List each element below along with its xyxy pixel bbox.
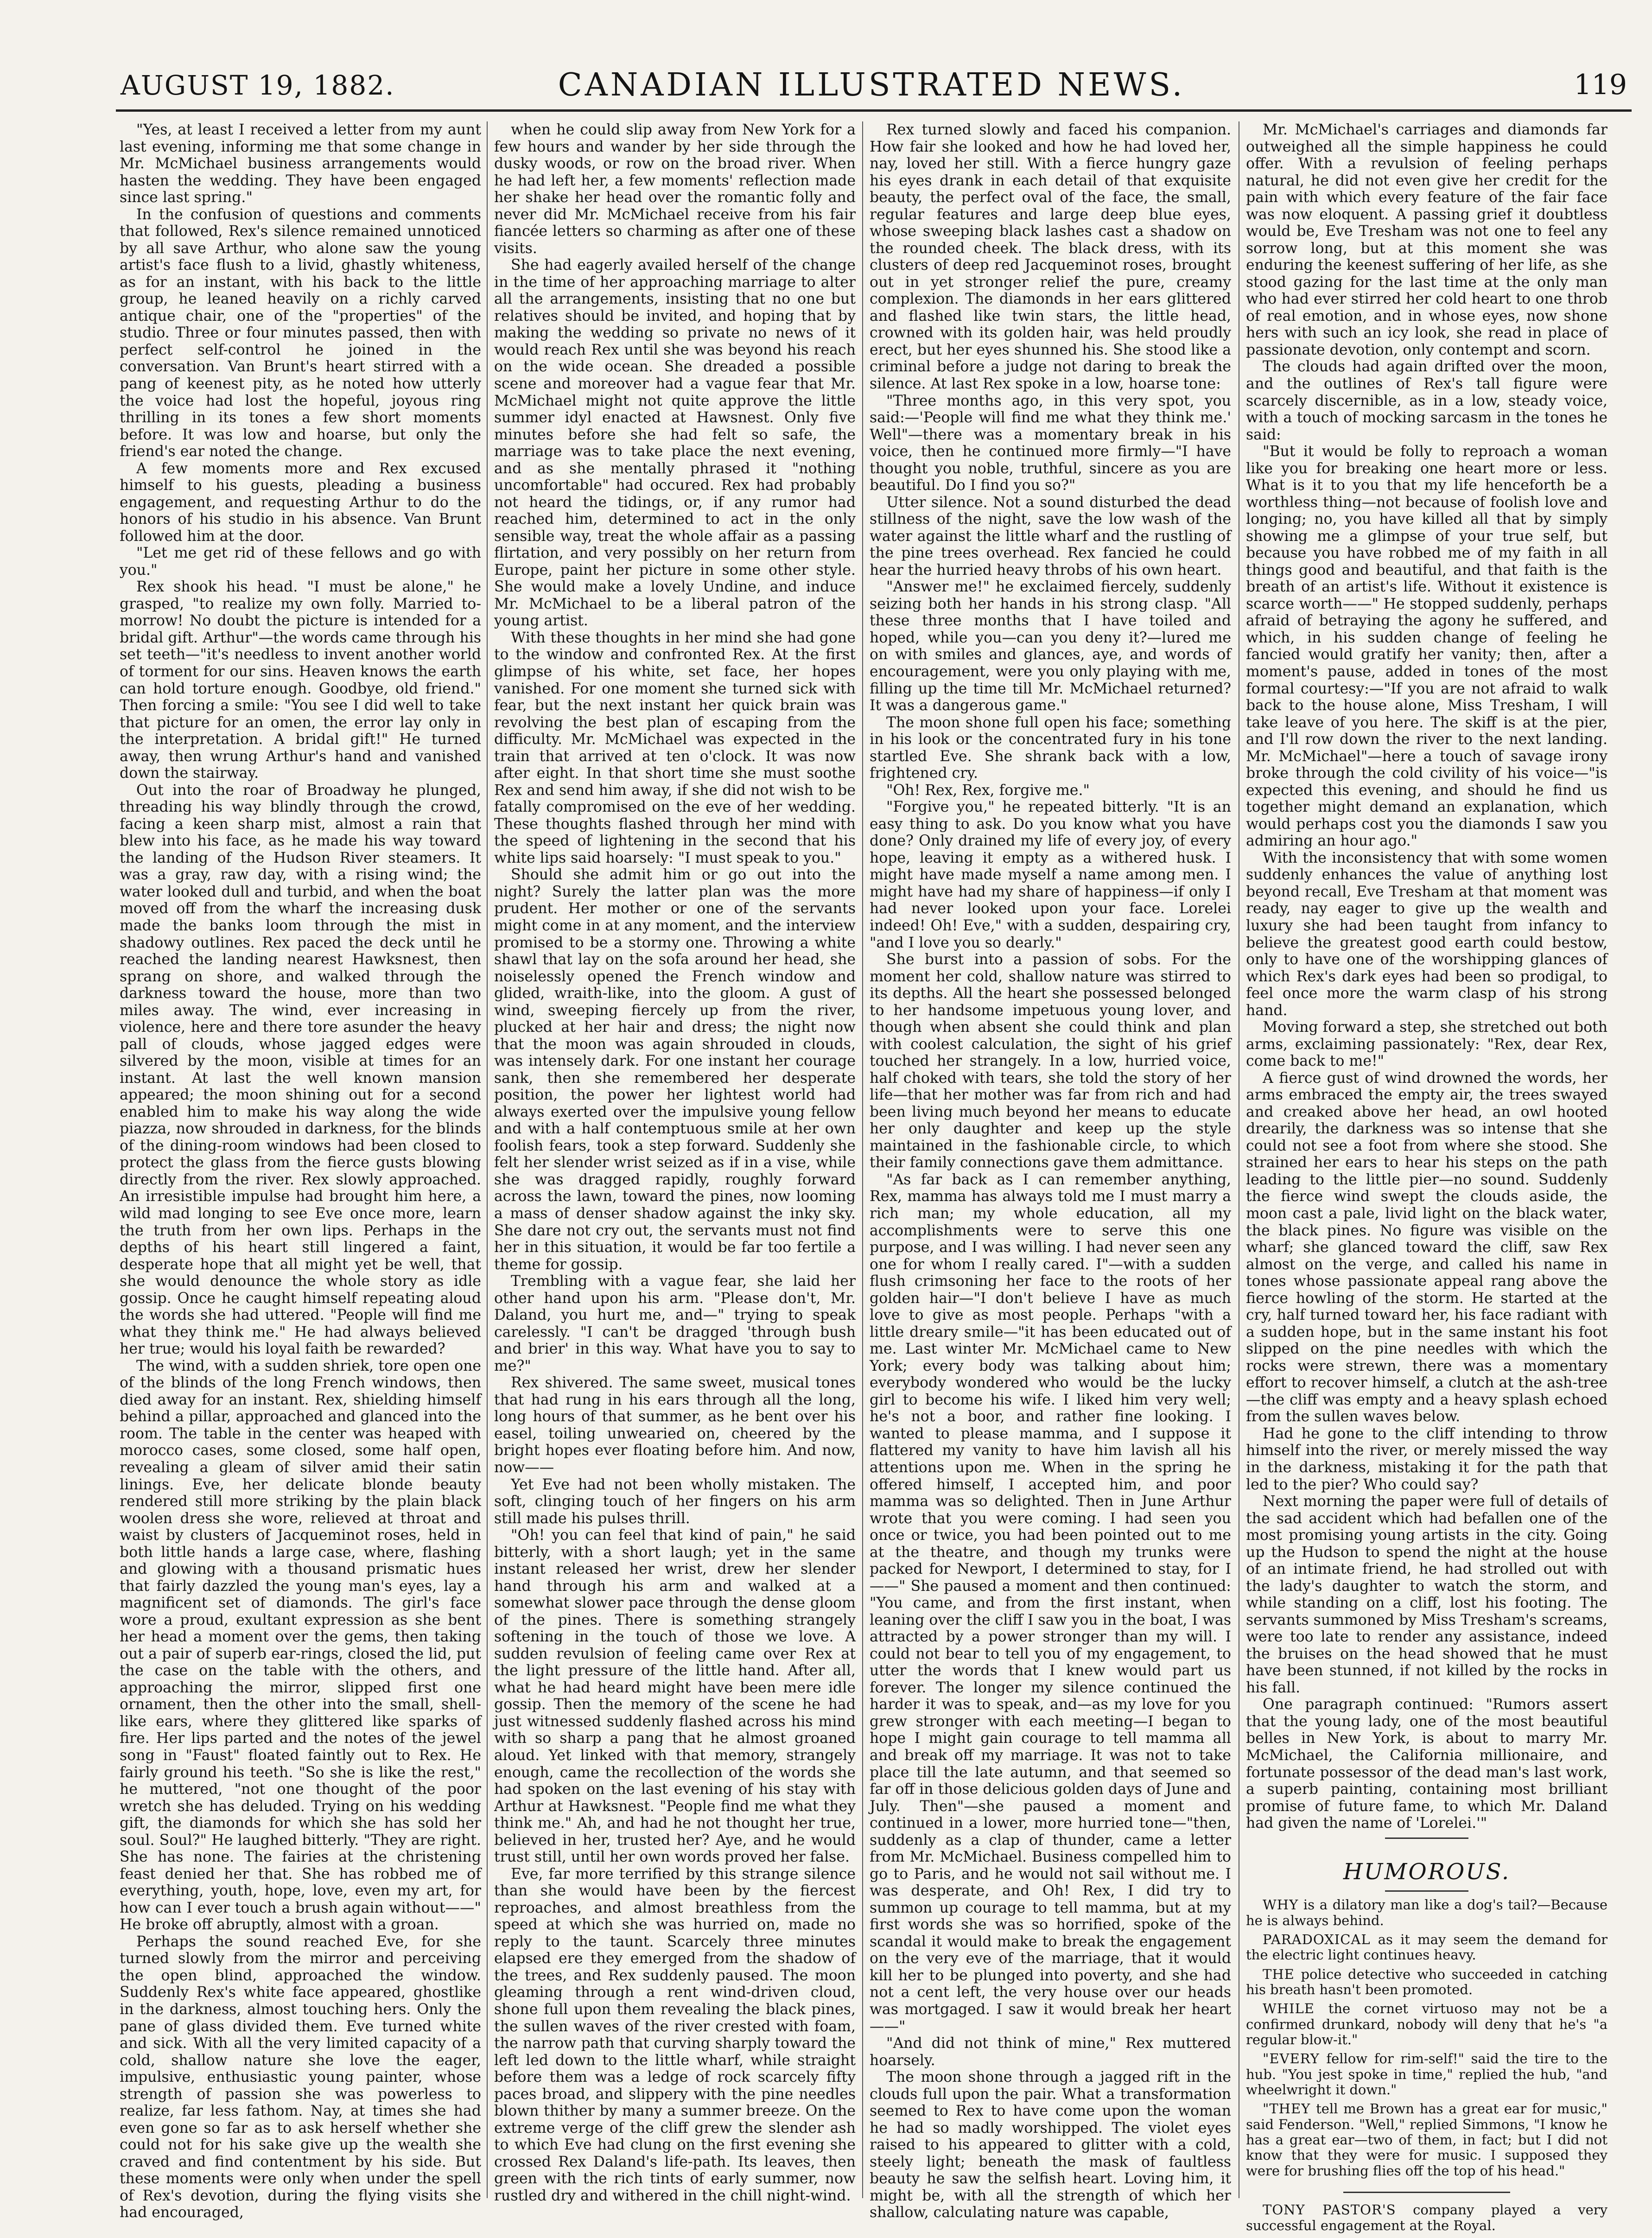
joke-text: the cornet virtuoso may not be a confirmed drunkard, nobody will deny that he's "a regular blow-it." bbox=[1246, 2001, 1608, 2048]
article-paragraph: Moving forward a step, she stretched out both arms, exclaiming passionately: "Rex, dear Rex, come back to me!" bbox=[1246, 1019, 1608, 1070]
page-number: 119 bbox=[1574, 69, 1627, 101]
humorous-heading: HUMOROUS. bbox=[1343, 1858, 1511, 1885]
column-4-story bbox=[1246, 121, 1608, 1832]
article-paragraph: "Let me get rid of these fellows and go with you." bbox=[120, 545, 481, 579]
joke-lead: PARADOXICAL bbox=[1263, 1932, 1371, 1948]
article-paragraph: "Forgive you," he repeated bitterly. "It is an easy thing to ask. Do you know what you have done? Only drained my life of every joy, of every hope, leaving it empty as a withered husk. I might have made myself a name among men. I might have had my share of happiness—if only I had never looked upon your face. Lorelei indeed! Oh! Eve," with a sudden, despairing cry, "and I love you so dearly." bbox=[870, 799, 1231, 951]
joke-item bbox=[1246, 2001, 1608, 2047]
article-paragraph: Rex shivered. The same sweet, musical tones that had rung in his ears through all the long, long hours of that summer, as he bent over his easel, toiling unwearied on, cheered by the bright hopes ever floating before him. And now, now—— bbox=[494, 1374, 856, 1476]
article-paragraph: Rex shook his head. "I must be alone," he grasped, "to realize my own folly. Married to-morrow! No doubt the picture is intended for a bridal gift. Arthur"—the words came through his set teeth—"it's needless to invent another world of torment for our sins. Heaven knows the earth can hold torture enough. Goodbye, old friend." Then forcing a smile: "You see I did well to take that picture for an omen, the error lay only in the interpretation. A bridal gift!" He turned away, then wrung Arthur's hand and vanished down the stairway. bbox=[120, 579, 481, 782]
article-paragraph: With these thoughts in her mind she had gone to the window and confronted Rex. At the first glimpse of his white, set face, her hopes vanished. For one moment she turned sick with fear, but the next instant her quick brain was revolving the best plan of escaping from the difficulty. Mr. McMichael was expected in the train that arrived at ten o'clock. It was now after eight. In that short time she must soothe Rex and send him away, if she did not wish to be fatally compromised on the eve of her wedding. These thoughts flashed through her mind with the speed of lightening in the second that his white lips said hoarsely: "I must speak to you." bbox=[494, 629, 856, 866]
article-paragraph: A fierce gust of wind drowned the words, her arms embraced the empty air, the trees swayed and creaked above her head, an owl hooted drearily, the darkness was so intense that she could not see a foot from where she stood. She strained her ears to hear his steps on the path leading to the little pier—no sound. Suddenly the fierce wind swept the clouds aside, the moon cast a pale, livid light on the black water, the black pines. No figure was visible on the wharf; she glanced toward the cliff, saw Rex almost on the verge, and called his name in tones whose passionate appeal rang above the fierce howling of the storm. He started at the cry, half turned toward her, his face radiant with a sudden hope, but in the same instant his foot slipped on the pine needles with which the rocks were strewn, there was a momentary effort to recover himself, a clutch at the ash-tree—the cliff was empty and a heavy splash echoed from the sullen waves below. bbox=[1246, 1069, 1608, 1425]
article-paragraph: Perhaps the sound reached Eve, for she turned slowly from the mirror and perceiving the open blind, approached the window. Suddenly Rex's white face appeared, ghostlike in the darkness, almost touching hers. Only the pane of glass divided them. Eve turned white and sick. With all the very limited capacity of a cold, shallow nature she love the eager, impulsive, enthusiastic young painter, whose strength of passion she was powerless to realize, far less fathom. Nay, at times she had even gone so far as to ask herself whether she could not for his sake give up the wealth she craved and find contentment by his side. But these moments were only when under the spell of Rex's devotion, during the flying visits she had encouraged, bbox=[120, 1933, 481, 2221]
joke-lead: WHY bbox=[1263, 1897, 1299, 1913]
joke-text: fellow for rim-self!" said the tire to the hub. "You jest spoke in time," replied the hub, "and wheelwright it down." bbox=[1246, 2051, 1608, 2098]
article-paragraph: "Three months ago, in this very spot, you said:—'People will find me what they think me.' Well"—there was a momentary break in his voice, then he continued more firmly—"I have thought you noble, truthful, sincere as you are beautiful. Do I find you so?" bbox=[870, 392, 1231, 494]
column-divider bbox=[862, 121, 863, 2198]
article-paragraph: She burst into a passion of sobs. For the moment her cold, shallow nature was stirred to its depths. All the heart she possessed belonged to her handsome impetuous young lover, and though when absent she could think and plan with coolest calculation, the sight of his grief touched her strangely. In a low, hurried voice, half choked with tears, she told the story of her life—that her mother was far from rich and had been living much beyond her means to educate her only daughter and keep up the style maintained in the fashionable circle, to which their family connections gave them admittance. bbox=[870, 951, 1231, 1171]
article-paragraph: "And did not think of mine," Rex muttered hoarsely. bbox=[870, 2035, 1231, 2069]
article-paragraph: Out into the roar of Broadway he plunged, threading his way blindly through the crowd, facing a keen sharp mist, almost a rain that blew into his face, as he made his way toward the landing of the Hudson River steamers. It was a gray, raw day, with a rising wind; the water looked dull and turbid, and when the boat moved off from the wharf the increasing dusk made the banks loom through the mist in shadowy outlines. Rex paced the deck until he reached the landing nearest Hawksnest, then sprang on shore, and walked through the darkness toward the house, more than two miles away. The wind, ever increasing in violence, here and there tore asunder the heavy pall of clouds, whose jagged edges were silvered by the moon, visible at times for an instant. At last the well known mansion appeared; the moon shining out for a second enabled him to make his way along the wide piazza, now shrouded in darkness, for the blinds of the dining-room windows had been closed to protect the glass from the fierce gusts blowing directly from the river. Rex slowly approached. An irresistible impulse had brought him here, a wild mad longing to see Eve once more, learn the truth from her own lips. Perhaps in the depths of his heart still lingered a faint, desperate hope that all might yet be well, that she would denounce the whole story as idle gossip. Once he caught himself repeating aloud the words she had uttered. "People will find me what they think me." He had always believed her true; would his loyal faith be rewarded? bbox=[120, 782, 481, 1358]
joke-text: police detective who succeeded in catching his breath hasn't been promoted. bbox=[1246, 1966, 1608, 1998]
article-paragraph: "Oh! Rex, Rex, forgive me." bbox=[886, 782, 1090, 799]
column-1 bbox=[120, 121, 481, 2221]
joke-lead: WHILE bbox=[1263, 2001, 1315, 2017]
article-paragraph: The clouds had again drifted over the moon, and the outlines of Rex's tall figure were scarcely discernible, as in a low, steady voice, with a touch of mocking sarcasm in the tones he said: bbox=[1246, 358, 1608, 443]
joke-lead: THE bbox=[1263, 1966, 1295, 1982]
issue-date: AUGUST 19, 1882. bbox=[121, 70, 395, 101]
joke-text: as it may seem the demand for the electric light continues heavy. bbox=[1246, 1932, 1608, 1963]
joke-text: tell me Brown has a great ear for music," said Fenderson. "Well," replied Simmons, "I know he has a great ear—two of them, in fact; but I did not know that they were for music. I supposed they were for brushing flies off the top of his head." bbox=[1246, 2101, 1608, 2179]
article-paragraph: Trembling with a vague fear, she laid her other hand upon his arm. "Please don't, Mr. Daland, you hurt me, and—" trying to speak carelessly. "I can't be dragged 'through bush and brier' in this way. What have you to say to me?" bbox=[494, 1273, 856, 1374]
jokes-list bbox=[1246, 1897, 1608, 2179]
joke-item bbox=[1246, 1932, 1608, 1963]
page-header bbox=[116, 65, 1627, 107]
article-paragraph: One paragraph continued: "Rumors assert that the young lady, one of the most beautiful belles in New York, is about to marry Mr. McMichael, the California millionaire, and fortunate possessor of the dead man's last work, a superb painting, containing most brilliant promise of future fame, to which Mr. Daland had given the name of 'Lorelei.'" bbox=[1246, 1696, 1608, 1832]
article-paragraph: A few moments more and Rex excused himself to his guests, pleading a business engagement, and requesting Arthur to do the honors of his studio in his absence. Van Brunt followed him at the door. bbox=[120, 460, 481, 545]
article-paragraph: Yet Eve had not been wholly mistaken. The soft, clinging touch of her fingers on his arm still made his pulses thrill. bbox=[494, 1476, 856, 1527]
article-paragraph: The moon shone full open his face; something in his look or the concentrated fury in his tone startled Eve. She shrank back with a low, frightened cry. bbox=[870, 714, 1231, 782]
section-rule bbox=[1385, 1837, 1468, 1839]
joke-item bbox=[1246, 1897, 1608, 1928]
article-paragraph: Should she admit him or go out into the night? Surely the latter plan was the more prudent. Her mother or one of the servants might come in at any moment, and the interview promised to be a stormy one. Throwing a white shawl that lay on the sofa around her head, she noiselessly opened the French window and glided, wraith-like, into the gloom. A gust of wind, sweeping fiercely up from the river, plucked at her hair and dress; the night now that the moon was again shrouded in clouds, was intensely dark. For one instant her courage sank, then she remembered her desperate position, the power her lightest world had always exerted over the impulsive young fellow and with a half contemptuous smile at her own foolish fears, took a step forward. Suddenly she felt her slender wrist seized as if in a vise, while she was dragged rapidly, roughly forward across the lawn, toward the pines, now looming a mass of denser shadow against the inky sky. She dare not cry out, the servants must not find her in this situation, it would be far too fertile a theme for gossip. bbox=[494, 866, 856, 1273]
closing-note-lead: TONY PASTOR'S bbox=[1263, 2202, 1396, 2218]
column-divider bbox=[487, 121, 488, 2198]
article-paragraph: Had he gone to the cliff intending to throw himself into the river, or merely missed the way in the darkness, mistaking it for the path that led to the pier? Who could say? bbox=[1246, 1425, 1608, 1493]
joke-item bbox=[1246, 2051, 1608, 2098]
article-paragraph: "As far back as I can remember anything, Rex, mamma has always told me I must marry a rich man; my whole education, all my accomplishments were to serve this one purpose, and I was willing. I had never seen any one for whom I really cared. I"—with a sudden flush crimsoning her face to the roots of her golden hair—"I don't believe I have as much love to give as most people. Perhaps "with a little dreary smile—"it has been educated out of me. Last winter Mr. McMichael came to New York; every body was talking about him; everybody wondered who would be the lucky girl to become his wife. I liked him very well; he's not a boor, and rather fine looking. I wanted to please mamma, and I suppose it flattered my vanity to have him lavish all his attentions upon me. When in the spring he offered himself, I accepted him, and poor mamma was so delighted. Then in June Arthur wrote that you were coming. I had seen you once or twice, you had been pointed out to me at the theatre, and though my trunks were packed for Newport, I determined to stay, for I——" She paused a moment and then continued: "You came, and from the first instant, when leaning over the cliff I saw you in the boat, I was attracted by a power stronger than my will. I could not bear to tell you of my engagement, to utter the words that I knew would part us forever. The longer my silence continued the harder it was to speak, and—as my love for you grew stronger with each meeting—I began to hope I might gain courage to tell mamma all and break off my marriage. It was not to take place till the late autumn, and that seemed so far off in those delicious golden days of June and July. Then"—she paused a moment and continued in a lower, more hurried tone—"then, suddenly as a clap of thunder, came a letter from Mr. McMichael. Business compelled him to go to Paris, and he would not sail without me. I was desperate, and Oh! Rex, I did try to summon up courage to tell mamma, but at my first words she was so horrified, spoke of the scandal it would make to break the engagement on the very eve of the marriage, that it would kill her to be plunged into poverty, and she had not a cent left, the very house over our heads was mortgaged. I saw it would break her heart——" bbox=[870, 1171, 1231, 2035]
article-paragraph: when he could slip away from New York for a few hours and wander by her side through the dusky woods, or row on the broad river. When he had left her, a few moments' reflection made her shake her head over the romantic folly and never did Mr. McMichael receive from his fair fiancée letters so charming as after one of these visits. bbox=[494, 121, 856, 257]
closing-note-text: company played a very successful engagement at the Royal. bbox=[1246, 2202, 1608, 2233]
joke-text: is a dilatory man like a dog's tail?—Because he is always behind. bbox=[1246, 1897, 1608, 1928]
column-2 bbox=[494, 121, 856, 2217]
article-paragraph: In the confusion of questions and comments that followed, Rex's silence remained unnoticed by all save Arthur, who alone saw the young artist's face flush to a livid, ghastly whiteness, as for an instant, with his back to the little group, he leaned heavily on a richly carved antique chair, one of the "properties" of the studio. Three or four minutes passed, then with perfect self-control he joined in the conversation. Van Brunt's heart stirred with a pang of keenest pity, as he noted how utterly the voice had lost the hopeful, joyous ring thrilling in its tones a few short moments before. It was low and hoarse, but only the friend's ear noted the change. bbox=[120, 206, 481, 460]
section-rule bbox=[1343, 2192, 1510, 2193]
closing-note bbox=[1246, 2202, 1608, 2233]
article-paragraph: Mr. McMichael's carriages and diamonds far outweighed all the simple happiness he could offer. With a revulsion of feeling perhaps natural, he did not even give her credit for the pain with which every feature of the fair face was now eloquent. A passing grief it doubtless would be, Eve Tresham was not one to feel any sorrow long, but at this moment she was enduring the keenest suffering of her life, as she stood gazing for the last time at the only man who had ever stirred her cold heart to one throb of real emotion, and in whose eyes, now shone hers with such an icy look, she read in place of passionate devotion, only contempt and scorn. bbox=[1246, 121, 1608, 358]
header-rule bbox=[116, 109, 1632, 112]
section-rule bbox=[1385, 1890, 1468, 1892]
joke-item bbox=[1246, 1967, 1608, 1998]
article-paragraph: Rex turned slowly and faced his companion. How fair she looked and how he had loved her, nay, loved her still. With a fierce hungry gaze his eyes drank in each detail of that exquisite beauty, the perfect oval of the face, the small, regular features and large deep blue eyes, whose sweeping black lashes cast a shadow on the rounded cheek. The black dress, with its clusters of deep red Jacqueminot roses, brought out in yet stronger relief the pure, creamy complexion. The diamonds in her ears glittered and flashed like twin stars, the little head, crowned with its golden hair, was held proudly erect, but her eyes shunned his. She stood like a criminal before a judge not daring to break the silence. At last Rex spoke in a low, hoarse tone: bbox=[870, 121, 1231, 392]
article-paragraph: The moon shone through a jagged rift in the clouds full upon the pair. What a transformation seemed to Rex to have come upon the woman he had so madly worshipped. The violet eyes raised to his appeared to glitter with a cold, steely light; beneath the mask of faultless beauty he saw the selfish heart. Loving him, it might be, with all the strength of which her shallow, calculating nature was capable, bbox=[870, 2069, 1231, 2221]
joke-item bbox=[1246, 2101, 1608, 2179]
article-paragraph: "Answer me!" he exclaimed fiercely, suddenly seizing both her hands in his strong clasp. "All these three months that I have toiled and hoped, while you—can you deny it?—lured me on with smiles and glances, aye, and words of encouragement, were you only playing with me, filling up the time till Mr. McMichael returned? It was a dangerous game." bbox=[870, 579, 1231, 714]
article-paragraph: Next morning the paper were full of details of the sad accident which had befallen one of the most promising young artists in the city. Going up the Hudson to spend the night at the house of an intimate friend, he had strolled out with the lady's daughter to watch the storm, and while standing on a cliff, lost his footing. The servants summoned by Miss Tresham's screams, were too late to render any assistance, indeed the bruises on the head showed that he must have been stunned, if not killed by the rocks in his fall. bbox=[1246, 1493, 1608, 1696]
masthead-title: CANADIAN ILLUSTRATED NEWS. bbox=[558, 67, 1185, 103]
article-paragraph: "Oh! you can feel that kind of pain," he said bitterly, with a short laugh; yet in the same instant released her wrist, drew her slender hand through his arm and walked at a somewhat slower pace through the dense gloom of the pines. There is something strangely softening in the touch of those we love. A sudden revulsion of feeling came over Rex at the light pressure of the little hand. After all, what he had heard might have been mere idle gossip. Then the memory of the scene he had just witnessed suddenly flashed across his mind with so sharp a pang that he almost groaned aloud. Yet linked with that memory, strangely enough, came the recollection of the words she had spoken on the last evening of his stay with Arthur at Hawksnest. "People find me what they think me." Ah, and had he not thought her true, believed in her, trusted her? Aye, and he would trust still, until her own words proved her false. bbox=[494, 1527, 856, 1866]
article-paragraph: She had eagerly availed herself of the change in the time of her approaching marriage to alter all the arrangements, insisting that no one but relatives should be invited, and hoping that by making the wedding so private no news of it would reach Rex until she was beyond his reach on the wide ocean. She dreaded a possible scene and moreover had a vague fear that Mr. McMichael might not quite approve the little summer idyl enacted at Hawsnest. Only five minutes before she had felt so safe, the marriage was to take place the next evening, and as she mentally phrased it "nothing uncomfortable" had occured. Rex had probably not heard the tidings, or, if any rumor had reached him, determined to act in the only sensible way, treat the whole affair as a passing flirtation, and very possibly on her return from Europe, paint her picture in some other style. She would make a lovely Undine, and induce Mr. McMichael to be a liberal patron of the young artist. bbox=[494, 257, 856, 629]
article-paragraph: "But it would be folly to reproach a woman like you for breaking one heart more or less. What is it to you that my life henceforth be a worthless thing—not because of foolish love and longing; no, you have killed all that by simply showing me a glimpse of your true self, but because you have robbed me of my faith in all things good and beautiful, and that faith is the breath of an artist's life. Without it existence is scarce worth——" He stopped suddenly, perhaps afraid of betraying the agony he suffered, and which, in his sudden change of feeling he fancied would gratify her vanity; then, after a moment's pause, added in tones of the most formal courtesy:—"If you are not afraid to walk back to the house alone, Miss Tresham, I will take leave of you here. The skiff is at the pier, and I'll row down the river to the next landing. Mr. McMichael"—here a touch of savage irony broke through the cold civility of his voice—"is expected this evening, and should he find us together might demand an explanation, which would perhaps cost you the diamonds I saw you admiring an hour ago." bbox=[1246, 443, 1608, 850]
joke-lead: "EVERY bbox=[1263, 2051, 1320, 2067]
column-3 bbox=[870, 121, 1231, 2221]
article-paragraph: "Yes, at least I received a letter from my aunt last evening, informing me that some change in Mr. McMichael business arrangements would hasten the wedding. They have been engaged since last spring." bbox=[120, 121, 481, 206]
article-paragraph: Utter silence. Not a sound disturbed the dead stillness of the night, save the low wash of the water against the little wharf and the rustling of the pine trees overhead. Rex fancied he could hear the hurried heavy throbs of his own heart. bbox=[870, 494, 1231, 579]
article-paragraph: With the inconsistency that with some women suddenly enhances the value of anything lost beyond recall, Eve Tresham at that moment was ready, nay eager to give up the wealth and luxury she had been taught from infancy to believe the greatest good earth could bestow, only to have one of the worshipping glances of which Rex's dark eyes had been so prodigal, to feel once more the warm clasp of his strong hand. bbox=[1246, 849, 1608, 1019]
column-4 bbox=[1246, 121, 1608, 2233]
joke-lead: "THEY bbox=[1263, 2101, 1311, 2117]
article-paragraph: The wind, with a sudden shriek, tore open one of the blinds of the long French windows, then died away for an instant. Rex, shielding himself behind a pillar, approached and glanced into the room. The table in the center was heaped with morocco cases, some closed, some half open, revealing a gleam of silver amid their satin linings. Eve, her delicate blonde beauty rendered still more striking by the plain black woolen dress she wore, relieved at throat and waist by clusters of Jacqueminot roses, held in both little hands a large case, where, flashing and glowing with a thousand prismatic hues that fairly dazzled the young man's eyes, lay a magnificent set of diamonds. The girl's face wore a proud, exultant expression as she bent her head a moment over the gems, then taking out a pair of superb ear-rings, closed the lid, put the case on the table with the others, and approaching the mirror, slipped first one ornament, then the other into the small, shell-like ears, where they glittered like sparks of fire. Her lips parted and the notes of the jewel song in "Faust" floated faintly out to Rex. He fairly ground his teeth. "So she is like the rest," he muttered, "not one thought of the poor wretch she has deluded. Trying on his wedding gift, the diamonds for which she has sold her soul. Soul?" He laughed bitterly. "They are right. She has none. The fairies at the christening feast denied her that. She has robbed me of everything, youth, hope, love, even my art, for how can I ever touch a brush again without——" He broke off abruptly, almost with a groan. bbox=[120, 1357, 481, 1933]
article-paragraph: Eve, far more terrified by this strange silence than she would have been by the fiercest reproaches, and almost breathless from the speed at which she was hurried on, made no reply to the taunt. Scarcely three minutes elapsed ere they emerged from the shadow of the trees, and Rex suddenly paused. The moon gleaming through a rent wind-driven cloud, shone full upon them revealing the black pines, the sullen waves of the river crested with foam, the narrow path that curving sharply toward the left led down to the little wharf, while straight before them was a ledge of rock scarcely fifty paces broad, and slippery with the pine needles blown thither by many a summer breeze. On the extreme verge of the cliff grew the slender ash to which Eve had clung on the first evening she crossed Rex Daland's life-path. Its leaves, then green with the rich tints of early summer, now rustled dry and withered in the chill night-wind. bbox=[494, 1865, 856, 2204]
